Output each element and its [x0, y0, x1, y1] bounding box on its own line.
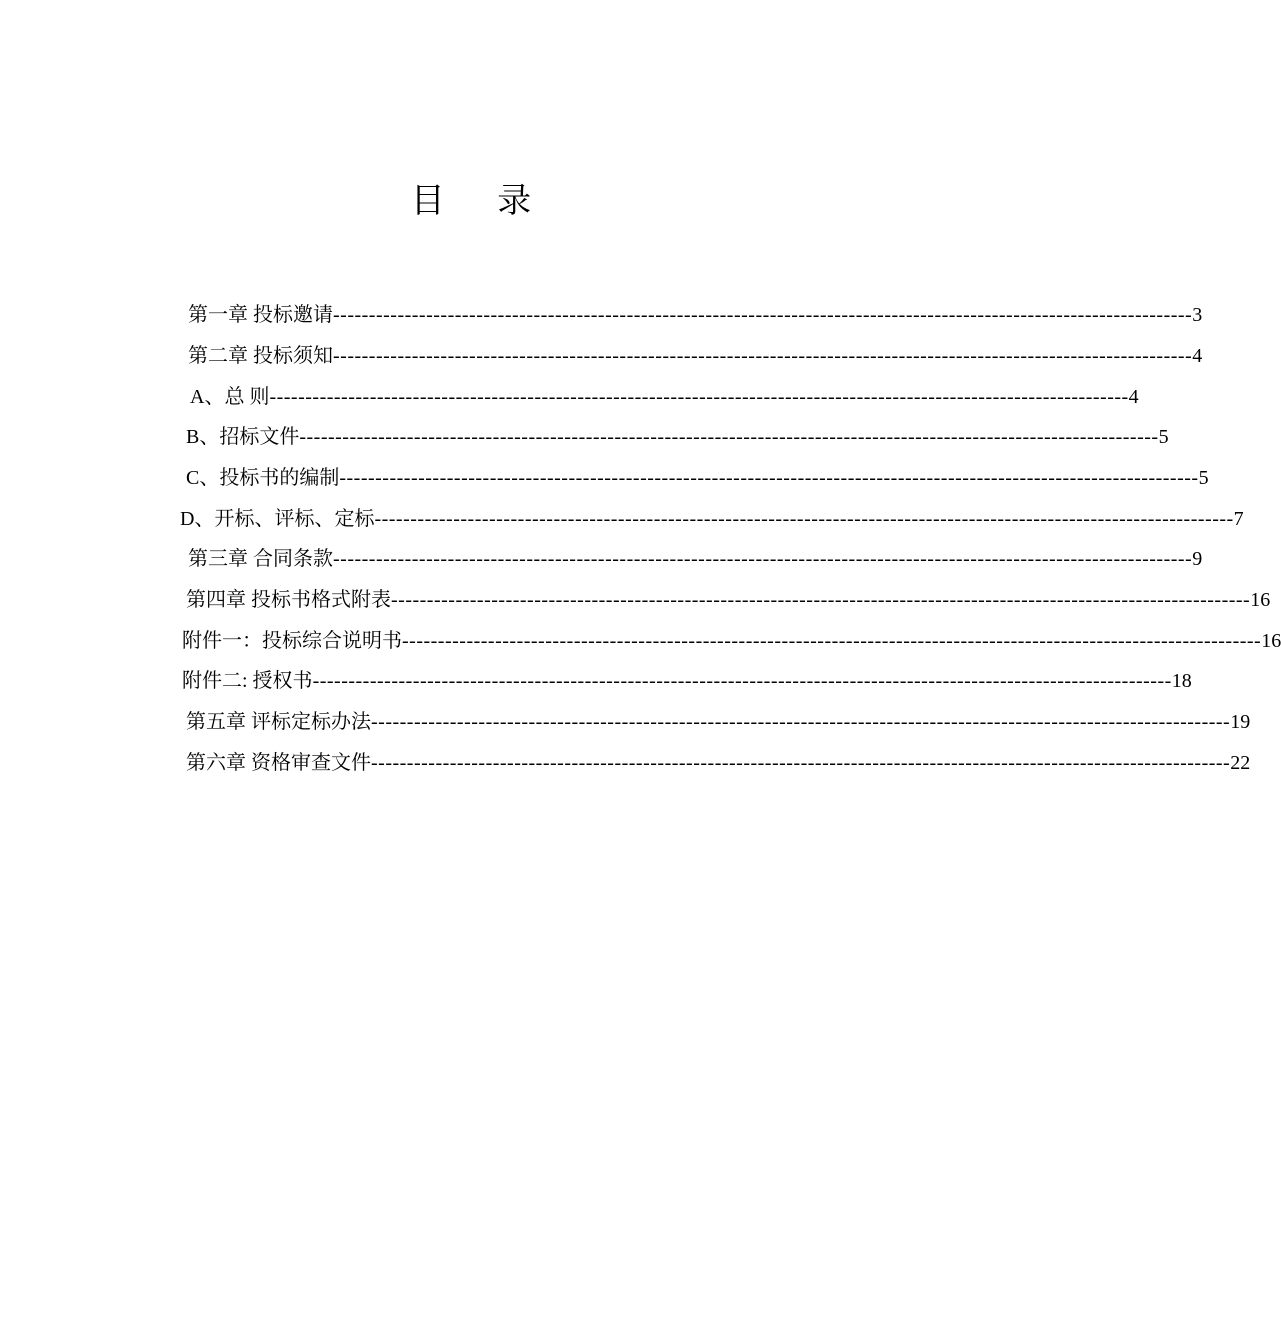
toc-dot-leader: ------------------------------------------------------------------------------------------------------------------------ [312, 670, 1172, 692]
toc-entry[interactable] [180, 504, 1244, 534]
toc-dot-leader: ------------------------------------------------------------------------------------------------------------------------ [371, 752, 1231, 774]
toc-page-number: 3 [1192, 304, 1203, 326]
toc-entry-label: 第四章 投标书格式附表 [186, 589, 391, 611]
toc-dot-leader: ------------------------------------------------------------------------------------------------------------------------ [402, 630, 1262, 652]
toc-entry[interactable] [188, 341, 1203, 371]
toc-page-number: 5 [1198, 467, 1209, 489]
toc-entry-label: 第六章 资格审查文件 [186, 752, 371, 774]
toc-entry-label: 第三章 合同条款 [188, 548, 333, 570]
toc-entry[interactable] [186, 585, 1271, 615]
toc-dot-leader: ------------------------------------------------------------------------------------------------------------------------ [333, 345, 1193, 367]
toc-page-number: 4 [1128, 386, 1139, 408]
page-title: 目 录 [410, 183, 554, 220]
toc-dot-leader: ------------------------------------------------------------------------------------------------------------------------ [391, 589, 1251, 611]
toc-entry[interactable] [190, 382, 1139, 412]
toc-page-number: 16 [1250, 589, 1271, 611]
toc-dot-leader: ------------------------------------------------------------------------------------------------------------------------ [339, 467, 1199, 489]
toc-page-number: 18 [1171, 670, 1192, 692]
toc-entry[interactable] [188, 300, 1203, 330]
toc-entry-label: 第五章 评标定标办法 [186, 711, 371, 733]
toc-page-number: 5 [1158, 426, 1169, 448]
toc-entry[interactable] [188, 544, 1203, 574]
toc-page-number: 22 [1230, 752, 1251, 774]
toc-dot-leader: ------------------------------------------------------------------------------------------------------------------------ [371, 711, 1231, 733]
toc-entry[interactable] [186, 463, 1209, 493]
toc-entry-label: 第二章 投标须知 [188, 345, 333, 367]
toc-entry-label: B、招标文件 [186, 426, 300, 448]
toc-page-number: 7 [1233, 508, 1244, 530]
toc-entry[interactable] [186, 422, 1169, 452]
toc-entry-label: D、开标、评标、定标 [180, 508, 375, 530]
toc-dot-leader: ------------------------------------------------------------------------------------------------------------------------ [269, 386, 1129, 408]
toc-dot-leader: ------------------------------------------------------------------------------------------------------------------------ [299, 426, 1159, 448]
toc-entry-label: 第一章 投标邀请 [188, 304, 333, 326]
toc-dot-leader: ------------------------------------------------------------------------------------------------------------------------ [333, 548, 1193, 570]
toc-page-number: 16 [1261, 630, 1281, 652]
toc-entry[interactable] [186, 748, 1251, 778]
toc-entry[interactable] [182, 626, 1281, 656]
toc-page-number: 9 [1192, 548, 1203, 570]
toc-entry-label: 附件一：投标综合说明书 [182, 630, 402, 652]
toc-entry[interactable] [186, 707, 1251, 737]
toc-entry-label: A、总 则 [190, 386, 270, 408]
toc-entry[interactable] [182, 666, 1192, 696]
toc-dot-leader: ------------------------------------------------------------------------------------------------------------------------ [333, 304, 1193, 326]
toc-page-number: 19 [1230, 711, 1251, 733]
toc-entry-label: C、投标书的编制 [186, 467, 340, 489]
toc-dot-leader: ------------------------------------------------------------------------------------------------------------------------ [374, 508, 1234, 530]
toc-page-number: 4 [1192, 345, 1203, 367]
toc-entry-label: 附件二: 授权书 [182, 670, 313, 692]
